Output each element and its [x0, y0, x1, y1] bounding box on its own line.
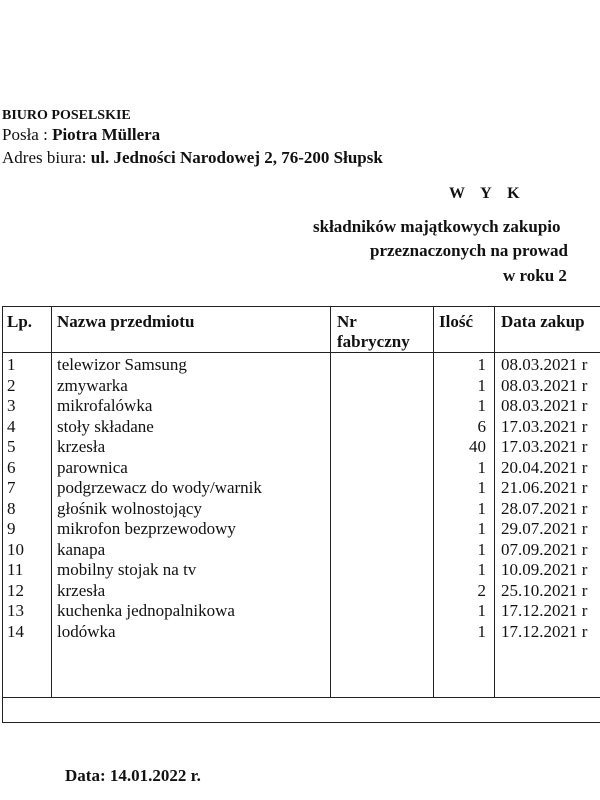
row-date: 28.07.2021 r [501, 498, 588, 518]
table-body-bottom [2, 697, 600, 698]
row-name: mikrofon bezprzewodowy [57, 519, 236, 538]
row-date: 17.03.2021 r [501, 416, 588, 436]
row-lp: 5 [7, 437, 16, 456]
row-name: telewizor Samsung [57, 355, 187, 374]
header-serial-line2: fabryczny [337, 332, 410, 351]
row-lp: 11 [7, 560, 24, 579]
header-lp: Lp. [7, 312, 33, 331]
deputy-line [2, 125, 160, 145]
row-lp: 1 [7, 355, 16, 374]
row-name: parownica [57, 457, 128, 477]
row-qty: 2 [477, 580, 486, 600]
row-lp: 13 [7, 601, 24, 620]
row-date: 17.12.2021 r [501, 601, 588, 620]
row-name: lodówka [57, 621, 116, 641]
row-date: 29.07.2021 r [501, 519, 588, 538]
row-lp: 3 [7, 396, 16, 415]
row-lp: 14 [7, 621, 24, 641]
deputy-name: Piotra Müllera [52, 125, 161, 144]
row-qty: 1 [477, 396, 486, 415]
row-name: mobilny stojak na tv [57, 560, 197, 579]
row-lp: 6 [7, 457, 16, 477]
table-border-top [2, 306, 600, 307]
row-date: 25.10.2021 r [501, 580, 588, 600]
row-qty: 40 [469, 437, 486, 456]
row-qty: 1 [477, 601, 486, 620]
row-qty: 1 [477, 355, 486, 374]
address-value: ul. Jedności Narodowej 2, 76-200 Słupsk [90, 148, 383, 167]
row-name: głośnik wolnostojący [57, 498, 202, 518]
row-date: 08.03.2021 r [501, 396, 588, 415]
row-qty: 1 [477, 519, 486, 538]
table-border-bottom [2, 722, 600, 723]
row-qty: 1 [477, 560, 486, 579]
row-lp: 7 [7, 478, 16, 497]
header-serial-line1: Nr [337, 312, 357, 331]
document-title: W Y K [449, 185, 526, 202]
office-name: BIURO POSELSKIE [2, 108, 131, 123]
col-divider-qty [494, 306, 495, 698]
row-qty: 1 [477, 621, 486, 641]
address-prefix: Adres biura: [2, 148, 91, 167]
row-lp: 9 [7, 519, 16, 538]
row-lp: 12 [7, 580, 24, 600]
row-name: kanapa [57, 539, 106, 559]
row-name: krzesła [57, 580, 106, 600]
row-date: 07.09.2021 r [501, 539, 588, 559]
deputy-prefix: Posła : [2, 125, 53, 144]
row-qty: 1 [477, 375, 486, 395]
row-name: podgrzewacz do wody/warnik [57, 478, 262, 497]
col-divider-name [330, 306, 331, 698]
address-line [2, 148, 383, 168]
title-line-4: w roku 2 [503, 266, 567, 285]
row-name: krzesła [57, 437, 106, 456]
header-name: Nazwa przedmiotu [57, 312, 195, 331]
table-border-left [2, 306, 3, 723]
row-date: 21.06.2021 r [501, 478, 588, 497]
row-name: kuchenka jednopalnikowa [57, 601, 235, 620]
row-name: zmywarka [57, 375, 128, 395]
row-date: 08.03.2021 r [501, 375, 588, 395]
title-line-2: składników majątkowych zakupio [313, 217, 561, 236]
row-name: stoły składane [57, 416, 154, 436]
row-name: mikrofalówka [57, 396, 153, 415]
title-line-3: przeznaczonych na prowad [370, 241, 569, 260]
row-date: 17.03.2021 r [501, 437, 588, 456]
row-date: 08.03.2021 r [501, 355, 588, 374]
row-qty: 6 [477, 416, 486, 436]
row-date: 10.09.2021 r [501, 560, 588, 579]
header-date: Data zakup [501, 312, 585, 331]
col-divider-lp [51, 306, 52, 698]
table-header-divider [2, 352, 600, 353]
row-date: 17.12.2021 r [501, 621, 588, 641]
row-lp: 4 [7, 416, 16, 436]
row-lp: 2 [7, 375, 16, 395]
row-qty: 1 [477, 457, 486, 477]
row-lp: 8 [7, 498, 16, 518]
row-date: 20.04.2021 r [501, 457, 588, 477]
header-qty: Ilość [439, 312, 473, 331]
row-qty: 1 [477, 539, 486, 559]
row-lp: 10 [7, 539, 24, 559]
row-qty: 1 [477, 498, 486, 518]
row-qty: 1 [477, 478, 486, 497]
document-date: Data: 14.01.2022 r. [65, 766, 201, 785]
